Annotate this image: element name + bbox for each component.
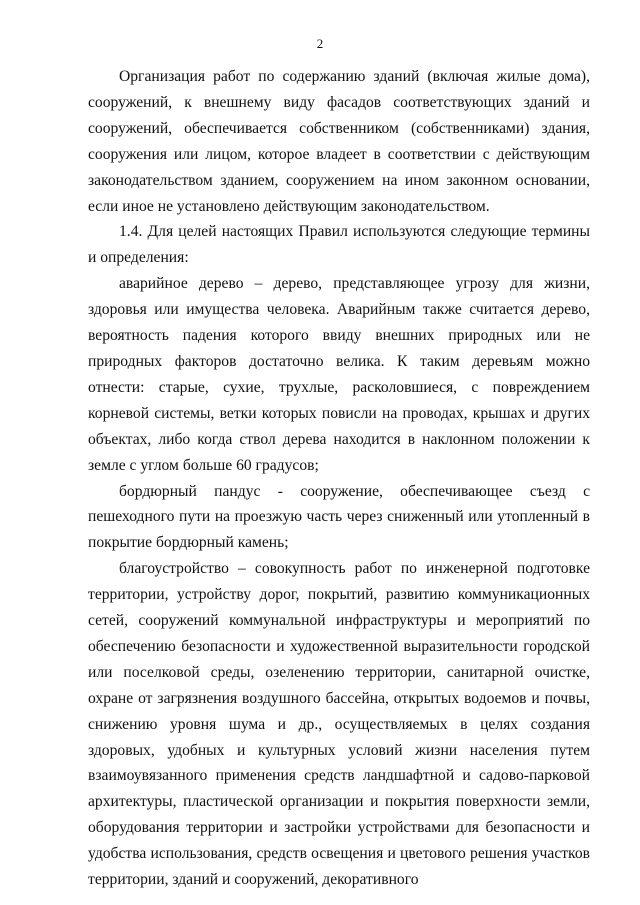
paragraph-term-curb-ramp: бордюрный пандус - сооружение, обеспечивающее съезд с пешеходного пути на проезжую часть через сниженный или утопленный в покрытие бордюрный камень; [88, 482, 590, 552]
paragraph-term-landscaping: благоустройство – совокупность работ по инженерной подготовке территории, устройству дорог, покрытий, развитию коммуникационных сетей, сооружений коммунальной инфраструктуры и мероприятий по обеспечению безопасности и художественной выразительности городской или поселковой среды, озеленению территории, санитарной очистке, охране от загрязнения воздушного бассейна, открытых водоемов и почвы, снижению уровня шума и др., осуществляемых в целях создания здоровых, удобных и культурных условий жизни населения путем взаимоувязанного применения средств ландшафтной и садово-парковой архитектуры, пластической организации и покрытия поверхности земли, оборудования территории и застройки устройствами для безопасности и удобства использования, средств освещения и цветового решения участков территории, зданий и сооружений, декоративного [88, 560, 590, 889]
paragraph-building-maintenance: Организация работ по содержанию зданий (включая жилые дома), сооружений, к внешнему виду фасадов соответствующих зданий и сооружений, обеспечивается собственником (собственниками) здания, сооружения или лицом, которое владеет в соответствии с действующим законодательством зданием, сооружением на ином законном основании, если иное не установлено действующим законодательством. [88, 68, 590, 215]
paragraph-term-emergency-tree: аварийное дерево – дерево, представляющее угрозу для жизни, здоровья или имущества человека. Аварийным также считается дерево, вероятность падения которого ввиду внешних природных или не природных факторов достаточно велика. К таким деревьям можно отнести: старые, сухие, трухлые, расколовшиеся, с повреждением корневой системы, ветки которых повисли на проводах, крышах и других объектах, либо когда ствол дерева находится в наклонном положении к земле с углом больше 60 градусов; [88, 275, 590, 474]
page-number: 2 [316, 36, 324, 51]
document-body [88, 64, 590, 893]
paragraph-terms-intro: 1.4. Для целей настоящих Правил используются следующие термины и определения: [88, 223, 590, 267]
